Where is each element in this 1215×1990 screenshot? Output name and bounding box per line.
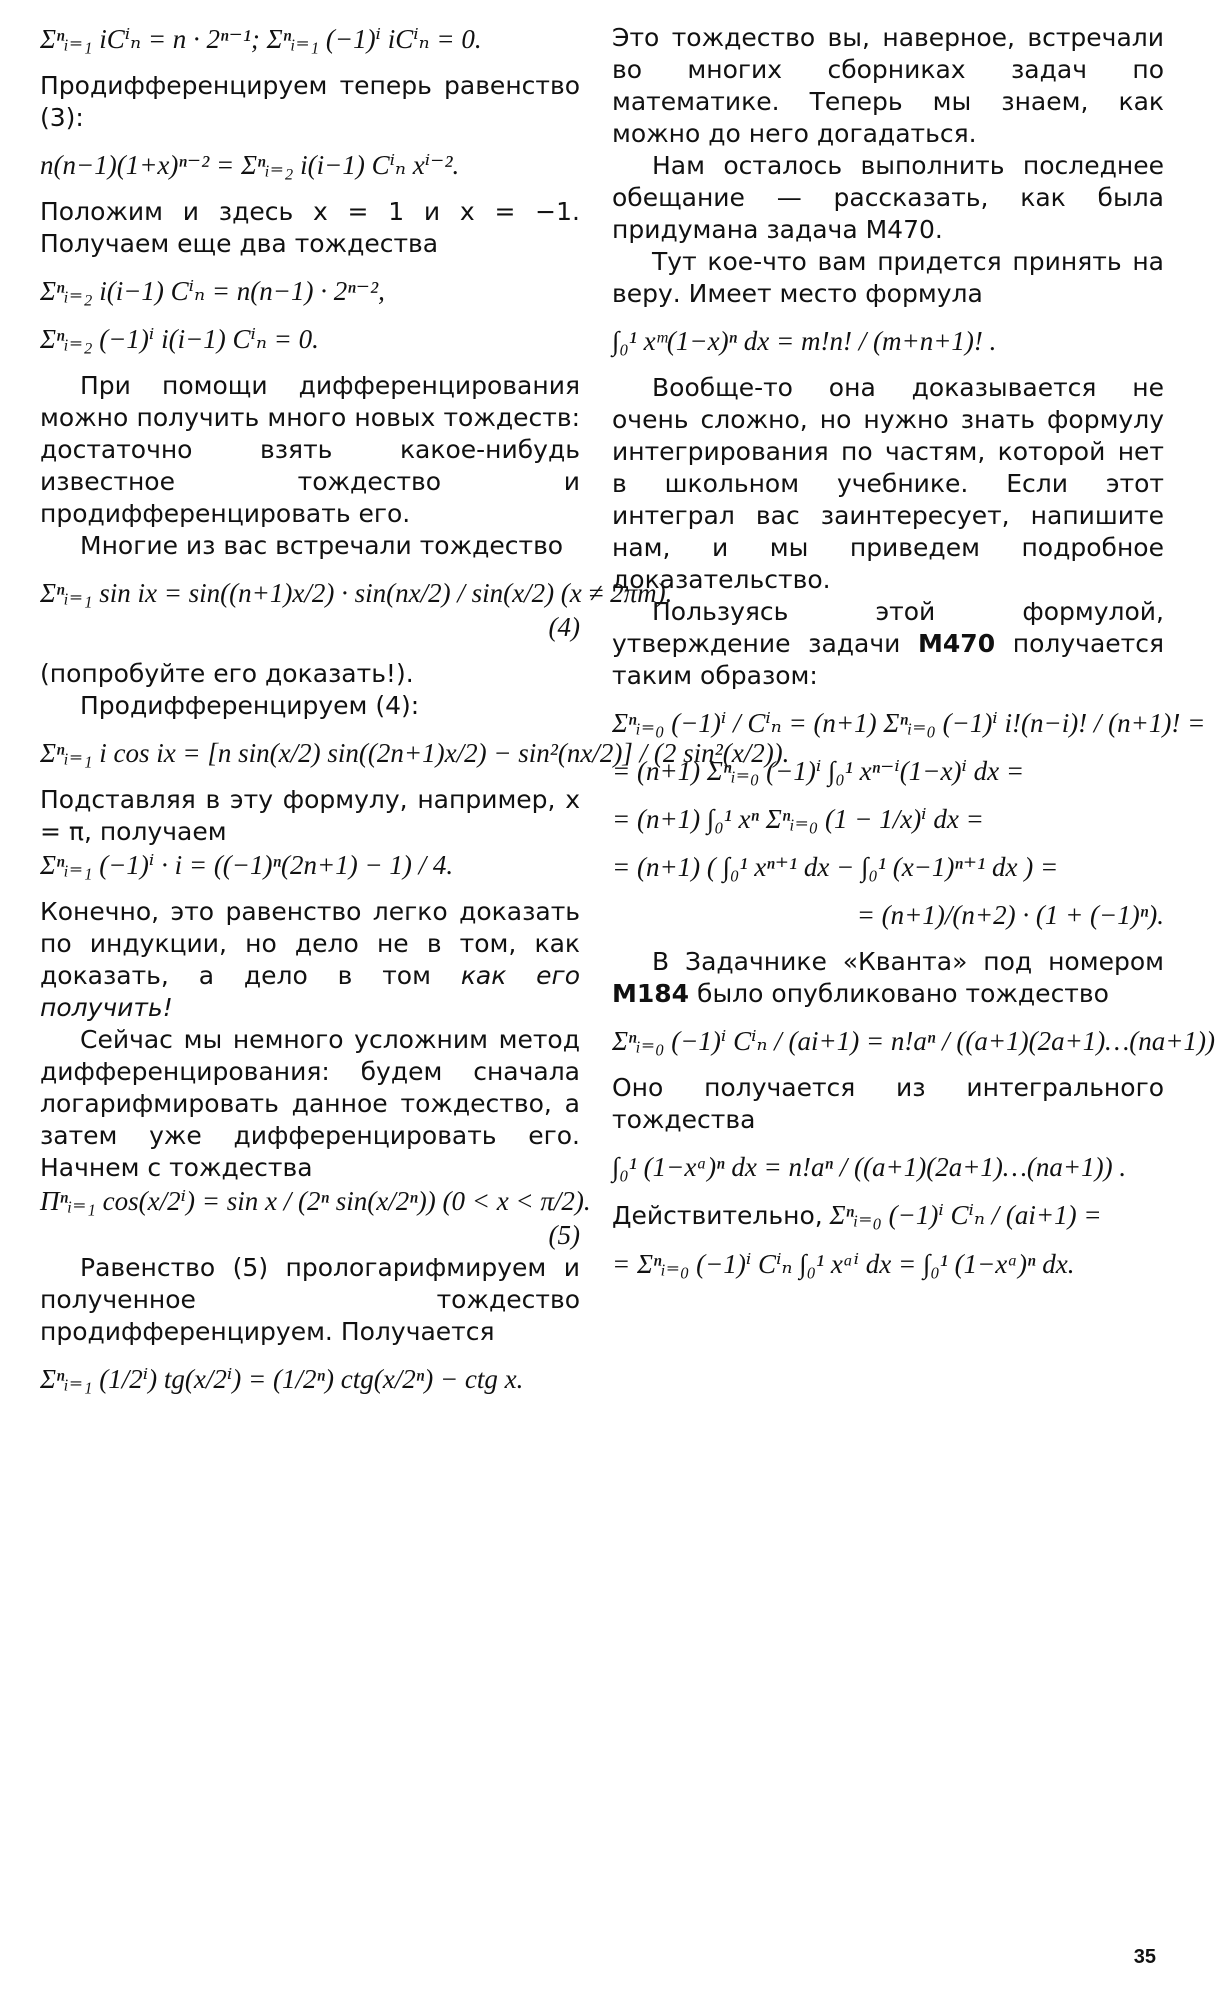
formula-alternating-sum: Σⁿᵢ₌₁ (−1)ⁱ · i = ((−1)ⁿ(2n+1) − 1) / 4.: [40, 850, 454, 880]
paragraph-induction-emphasis: как его получить!: [40, 961, 580, 1022]
formula-indeed: Σⁿᵢ₌₀ (−1)ⁱ Cⁱₙ / (ai+1) =: [829, 1200, 1102, 1230]
formula-tangent-sum: Σⁿᵢ₌₁ (1/2ⁱ) tg(x/2ⁱ) = (1/2ⁿ) ctg(x/2ⁿ) − ctg x.: [40, 1364, 524, 1394]
paragraph-induction: [40, 896, 580, 1024]
right-column: [612, 22, 1215, 1281]
formula-identity-a: Σⁿᵢ₌₂ i(i−1) Cⁱₙ = n(n−1) · 2ⁿ⁻²,: [40, 276, 385, 306]
formula-integral-identity: ∫₀¹ (1−xᵃ)ⁿ dx = n!aⁿ / ((a+1)(2a+1)…(na+1)) .: [612, 1152, 1127, 1182]
formula-m470-step4: = (n+1) ( ∫₀¹ xⁿ⁺¹ dx − ∫₀¹ (x−1)ⁿ⁺¹ dx ) =: [612, 852, 1059, 882]
formula-indeed-line: [612, 1198, 1164, 1233]
paragraph-integral-identity: Оно получается из интегрального тождества: [612, 1073, 1164, 1134]
paragraph-integration-by-parts: Вообще-то она доказывается не очень сложно, но нужно знать формулу интегрирования по частям, которой нет в школьном учебнике. Если этот интеграл вас заинтересует, напишите нам, и мы приведем подробное доказательство.: [612, 373, 1164, 594]
equation-number-4: (4): [548, 612, 580, 642]
paragraph-m184: [612, 946, 1164, 1010]
equation-number-5: (5): [548, 1220, 580, 1250]
paragraph-logarithm-method: Сейчас мы немного усложним метод дифференцирования: будем сначала логарифмировать данное тождество, а затем уже дифференцировать его. Начнем с тождества: [40, 1025, 580, 1182]
paragraph-known-identity: Многие из вас встречали тождество: [80, 531, 564, 560]
paragraph-indeed: Действительно,: [612, 1201, 823, 1230]
formula-identity-b: Σⁿᵢ₌₂ (−1)ⁱ i(i−1) Cⁱₙ = 0.: [40, 324, 319, 354]
paragraph-m470-text: Пользуясь этой формулой, утверждение задачи: [612, 597, 1164, 658]
paragraph-take-on-faith: Тут кое-что вам придется принять на веру. Имеет место формула: [612, 247, 1164, 308]
paragraph-identity-known: Это тождество вы, наверное, встречали во многих сборниках задач по математике. Теперь мы знаем, как можно до него догадаться.: [612, 23, 1164, 148]
paragraph-promise: Нам осталось выполнить последнее обещание — рассказать, как была придумана задача М470.: [612, 151, 1164, 244]
formula-cosine-sum: Σⁿᵢ₌₁ i cos ix = [n sin(x/2) sin((2n+1)x/2) − sin²(nx/2)] / (2 sin²(x/2)).: [40, 738, 790, 768]
formula-final: = Σⁿᵢ₌₀ (−1)ⁱ Cⁱₙ ∫₀¹ xᵃⁱ dx = ∫₀¹ (1−xᵃ)ⁿ dx.: [612, 1249, 1075, 1279]
paragraph-differentiate-4: Продифференцируем (4):: [80, 691, 420, 720]
paragraph-m470: [612, 596, 1164, 692]
formula-m470-step2: = (n+1) Σⁿᵢ₌₀ (−1)ⁱ ∫₀¹ xⁿ⁻ⁱ(1−x)ⁱ dx =: [612, 756, 1025, 786]
formula-m184-identity: Σⁿᵢ₌₀ (−1)ⁱ Cⁱₙ / (ai+1) = n!aⁿ / ((a+1)(2a+1)…(na+1)): [612, 1026, 1215, 1056]
paragraph-m184-text: В Задачнике «Кванта» под номером: [652, 947, 1164, 976]
paragraph-m470-tail: получается таким образом:: [612, 629, 1164, 690]
paragraph-differentiation-method: При помощи дифференцирования можно получить много новых тождеств: достаточно взять какое-нибудь известное тождество и продифференцировать его.: [40, 371, 580, 528]
paragraph-m184-tail: было опубликовано тождество: [689, 979, 1109, 1008]
paragraph-try-prove: (попробуйте его доказать!).: [40, 659, 414, 688]
formula-cosine-product: Πⁿᵢ₌₁ cos(x/2ⁱ) = sin x / (2ⁿ sin(x/2ⁿ)) (0 < x < π/2).: [40, 1186, 591, 1216]
paragraph-differentiate-3: Продифференцируем теперь равенство (3):: [40, 71, 580, 132]
paragraph-induction-text: Конечно, это равенство легко доказать по индукции, но дело не в том, как доказать, а дело в том: [40, 897, 580, 990]
formula-binomial-sums: Σⁿᵢ₌₁ iCⁱₙ = n · 2ⁿ⁻¹; Σⁿᵢ₌₁ (−1)ⁱ iCⁱₙ = 0.: [40, 24, 482, 54]
formula-beta-integral: ∫₀¹ xᵐ(1−x)ⁿ dx = m!n! / (m+n+1)! .: [612, 326, 997, 356]
formula-second-derivative: n(n−1)(1+x)ⁿ⁻² = Σⁿᵢ₌₂ i(i−1) Cⁱₙ xⁱ⁻².: [40, 150, 460, 180]
paragraph-substitute: Подставляя в эту формулу, например, x = π, получаем: [40, 785, 580, 846]
formula-m470-step3: = (n+1) ∫₀¹ xⁿ Σⁿᵢ₌₀ (1 − 1/x)ⁱ dx =: [612, 804, 984, 834]
formula-m470-step1: Σⁿᵢ₌₀ (−1)ⁱ / Cⁱₙ = (n+1) Σⁿᵢ₌₀ (−1)ⁱ i!(n−i)! / (n+1)! =: [612, 708, 1206, 738]
formula-sine-sum-body: Σⁿᵢ₌₁ sin ix = sin((n+1)x/2) · sin(nx/2) / sin(x/2) (x ≠ 2πm).: [40, 578, 673, 608]
formula-sine-sum: [40, 576, 673, 610]
problem-ref-m184: М184: [612, 979, 690, 1008]
problem-ref-m470: М470: [918, 629, 996, 658]
formula-m470-result: = (n+1)/(n+2) · (1 + (−1)ⁿ).: [856, 900, 1164, 930]
paragraph-log-differentiate: Равенство (5) прологарифмируем и полученное тождество продифференцируем. Получается: [40, 1253, 580, 1346]
page-number: 35: [1133, 1946, 1156, 1968]
paragraph-set-x: Положим и здесь x = 1 и x = −1. Получаем еще два тождества: [40, 197, 580, 258]
